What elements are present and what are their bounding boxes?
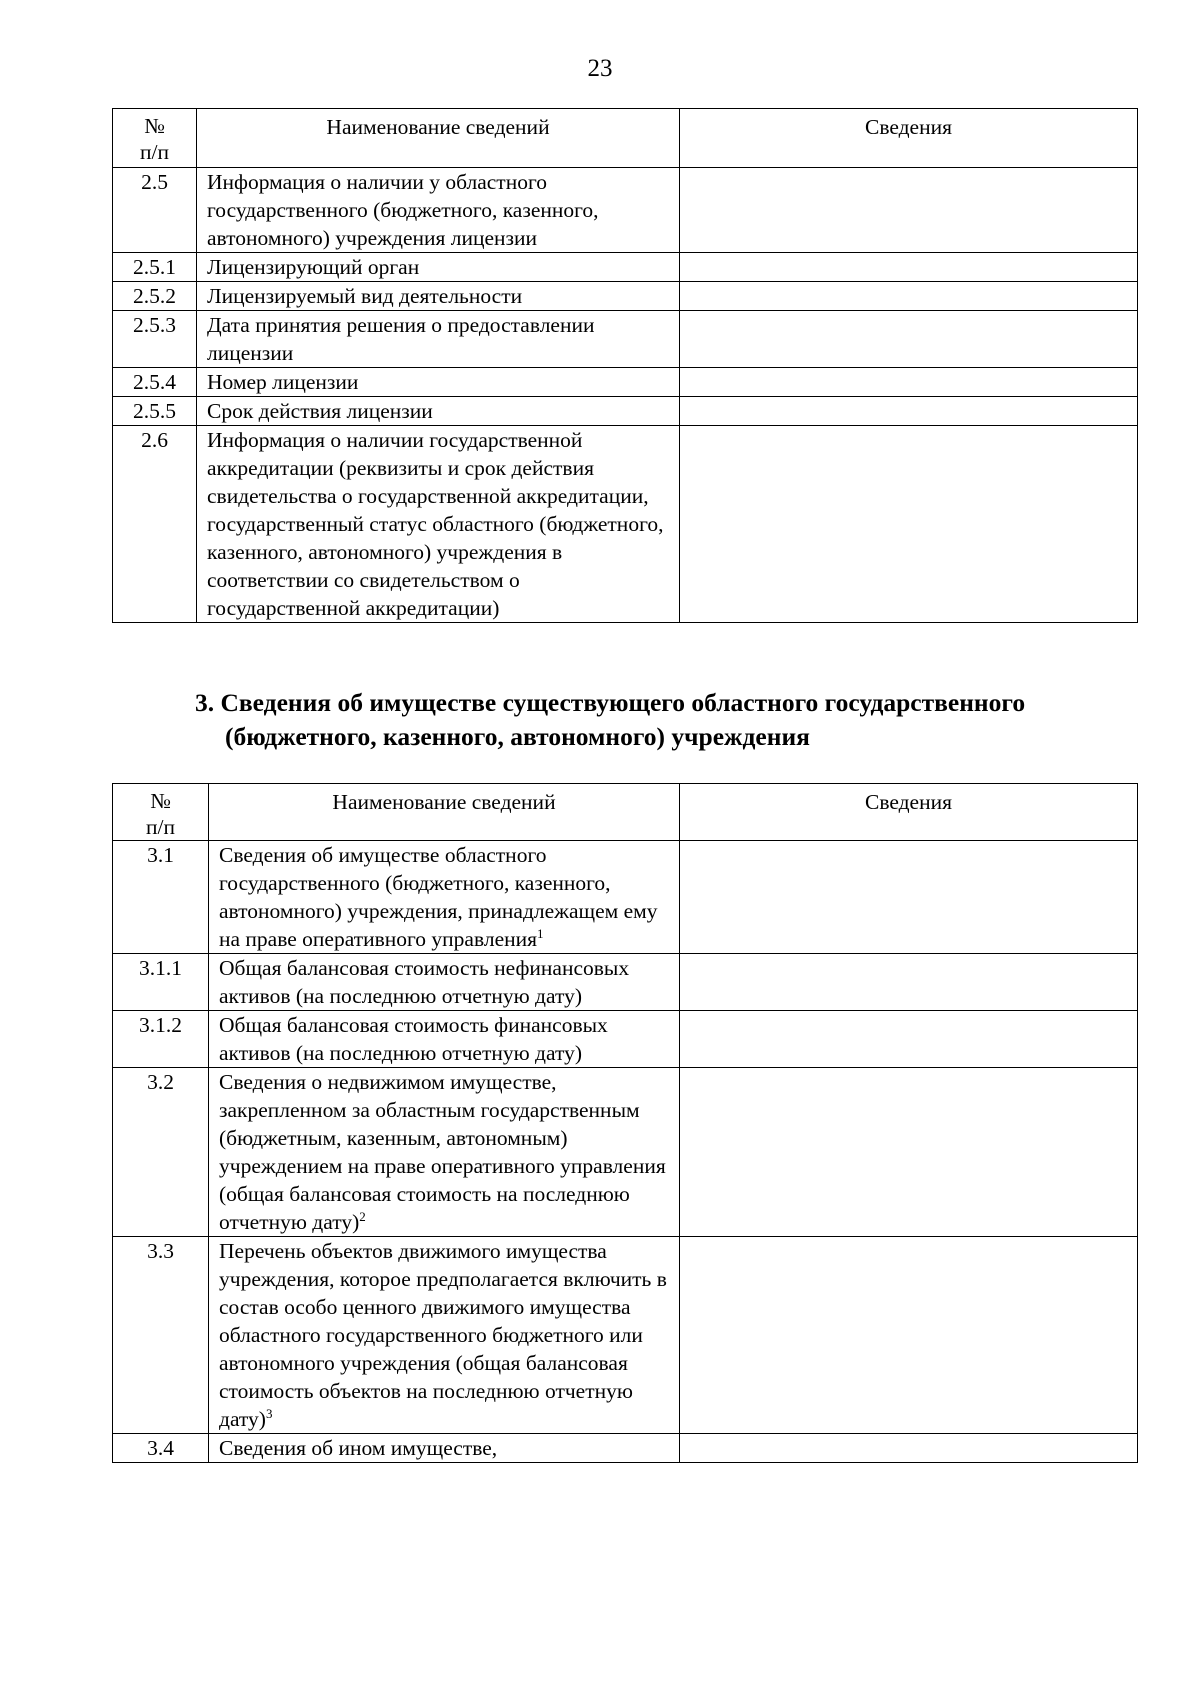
- row-name: Дата принятия решения о предоставлении лицензии: [197, 311, 680, 368]
- table-header-row: [113, 784, 1138, 841]
- row-value: [680, 1068, 1138, 1237]
- row-name: Информация о наличии государственной аккредитации (реквизиты и срок действия свидетельства о государственной аккредитации, государственный статус областного (бюджетного, казенного, автономного) учреждения в соответствии со свидетельством о государственной аккредитации): [197, 426, 680, 623]
- row-value: [680, 841, 1138, 954]
- row-name: [209, 1068, 680, 1237]
- header-value: Сведения: [680, 109, 1138, 168]
- table-row: [113, 397, 1138, 426]
- row-name-text: Перечень объектов движимого имущества учреждения, которое предполагается включить в состав особо ценного движимого имущества областного государственного бюджетного или автономного учреждения (общая балансовая стоимость объектов на последнюю отчетную дату): [219, 1239, 667, 1431]
- licensing-table: [112, 108, 1138, 623]
- row-number: 3.3: [113, 1237, 209, 1434]
- row-number: 2.6: [113, 426, 197, 623]
- row-value: [680, 282, 1138, 311]
- row-number: 2.5.1: [113, 253, 197, 282]
- row-name: Общая балансовая стоимость нефинансовых активов (на последнюю отчетную дату): [209, 954, 680, 1011]
- section-heading: [195, 686, 1155, 754]
- row-number: 2.5.4: [113, 368, 197, 397]
- header-name: Наименование сведений: [209, 784, 680, 841]
- row-value: [680, 1237, 1138, 1434]
- row-number: 3.1.2: [113, 1011, 209, 1068]
- table-row: [113, 1068, 1138, 1237]
- table-row: [113, 1011, 1138, 1068]
- section-heading-line2: (бюджетного, казенного, автономного) учреждения: [225, 722, 810, 751]
- table-row: [113, 954, 1138, 1011]
- row-name: Номер лицензии: [197, 368, 680, 397]
- table-row: [113, 168, 1138, 253]
- row-value: [680, 368, 1138, 397]
- row-name: Лицензирующий орган: [197, 253, 680, 282]
- row-number: 3.1.1: [113, 954, 209, 1011]
- row-name: Общая балансовая стоимость финансовых активов (на последнюю отчетную дату): [209, 1011, 680, 1068]
- table-row: [113, 282, 1138, 311]
- row-name-text: Сведения о недвижимом имуществе, закрепленном за областным государственным (бюджетным, казенным, автономным) учреждением на праве оперативного управления (общая балансовая стоимость на последнюю отчетную дату): [219, 1070, 666, 1234]
- table-header-row: [113, 109, 1138, 168]
- header-number-abbr: п/п: [146, 815, 175, 839]
- footnote-ref: 1: [537, 926, 544, 941]
- table-row: [113, 368, 1138, 397]
- table-row: [113, 253, 1138, 282]
- row-value: [680, 168, 1138, 253]
- header-number-symbol: №: [150, 789, 171, 813]
- row-name: [209, 841, 680, 954]
- header-number-symbol: №: [144, 114, 165, 138]
- row-name-text: Сведения об имуществе областного государственного (бюджетного, казенного, автономного) учреждения, принадлежащем ему на праве оперативного управления: [219, 843, 658, 951]
- row-name: [209, 1237, 680, 1434]
- row-value: [680, 253, 1138, 282]
- footnote-ref: 2: [359, 1209, 366, 1224]
- row-name: Сведения об ином имуществе,: [209, 1434, 680, 1463]
- row-name: Лицензируемый вид деятельности: [197, 282, 680, 311]
- header-value: Сведения: [680, 784, 1138, 841]
- header-number: [113, 109, 197, 168]
- row-number: 2.5: [113, 168, 197, 253]
- table-row: [113, 841, 1138, 954]
- section-heading-line1: 3. Сведения об имуществе существующего областного государственного: [195, 688, 1026, 717]
- row-value: [680, 426, 1138, 623]
- table-row: [113, 426, 1138, 623]
- row-value: [680, 1434, 1138, 1463]
- property-table: [112, 783, 1138, 1463]
- table-row: [113, 311, 1138, 368]
- row-value: [680, 1011, 1138, 1068]
- row-number: 3.2: [113, 1068, 209, 1237]
- table-row: [113, 1237, 1138, 1434]
- page-number: 23: [587, 55, 613, 82]
- row-number: 2.5.3: [113, 311, 197, 368]
- row-value: [680, 311, 1138, 368]
- footnote-ref: 3: [265, 1406, 273, 1421]
- row-number: 3.4: [113, 1434, 209, 1463]
- table-row: [113, 1434, 1138, 1463]
- header-number-abbr: п/п: [140, 140, 169, 164]
- row-value: [680, 954, 1138, 1011]
- row-number: 2.5.2: [113, 282, 197, 311]
- row-number: 3.1: [113, 841, 209, 954]
- row-number: 2.5.5: [113, 397, 197, 426]
- row-name: Информация о наличии у областного государственного (бюджетного, казенного, автономного) учреждения лицензии: [197, 168, 680, 253]
- header-number: [113, 784, 209, 841]
- row-value: [680, 397, 1138, 426]
- header-name: Наименование сведений: [197, 109, 680, 168]
- row-name: Срок действия лицензии: [197, 397, 680, 426]
